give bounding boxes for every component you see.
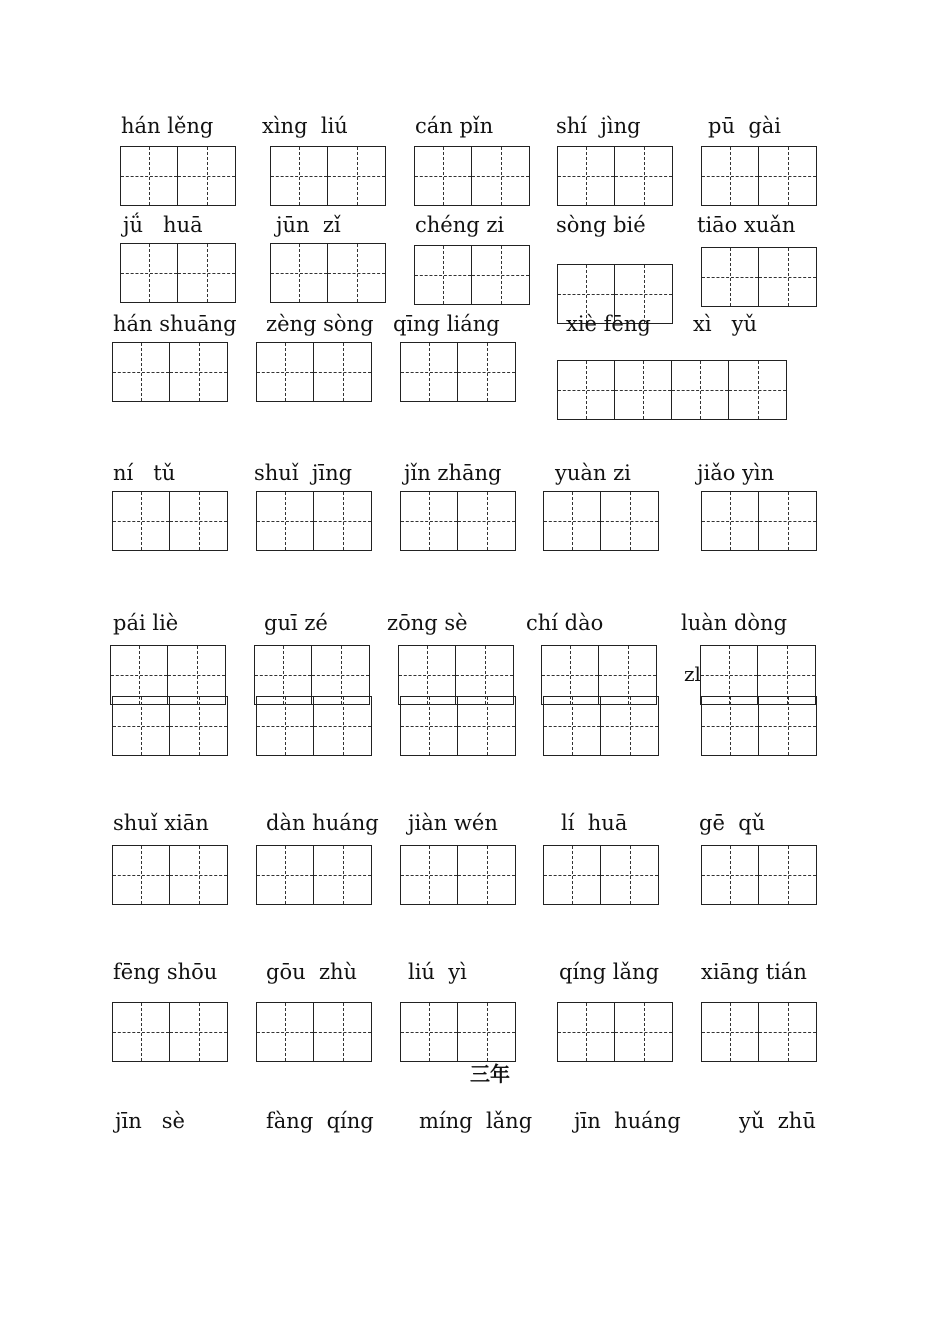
character-box [543,845,659,905]
pinyin-label: tiāo xuǎn [697,213,796,237]
pinyin-label: shuǐ jīng [254,461,353,485]
character-box [256,696,372,756]
pinyin-label: guī zé [264,611,328,635]
character-box [112,491,228,551]
pinyin-label: míng lǎng [419,1109,533,1133]
character-box [701,696,817,756]
character-box [701,1002,817,1062]
pinyin-label: xìng liú [262,114,348,138]
character-box [400,845,516,905]
pinyin-label: shí jìng [556,114,641,138]
pinyin-label: luàn dòng [681,611,788,635]
character-box [400,696,516,756]
pinyin-label: shuǐ xiān [113,811,209,835]
pinyin-label: sòng bié [556,213,646,237]
pinyin-label: pū gài [708,114,781,138]
obscured-pinyin-fragment: xiè fēng [566,312,651,336]
pinyin-label: zōng sè [387,611,468,635]
character-box [400,491,516,551]
pinyin-label: jīn sè [115,1109,185,1133]
pinyin-label: xiāng tián [701,960,807,984]
pinyin-label: gē qǔ [699,811,766,835]
pinyin-label: gōu zhù [266,960,358,984]
character-box [256,491,372,551]
character-box [120,146,236,206]
pinyin-label: yǔ zhū [739,1109,816,1133]
character-box [256,1002,372,1062]
character-box [112,342,228,402]
pinyin-label: jīn huáng [574,1109,681,1133]
pinyin-label: cán pǐn [415,114,494,138]
character-box [112,696,228,756]
pinyin-label: pái liè [113,611,179,635]
pinyin-label: fēng shōu [113,960,218,984]
pinyin-label: zèng sòng [266,312,374,336]
character-box [256,845,372,905]
pinyin-label: qīng liáng [393,312,500,336]
character-box [414,146,530,206]
pinyin-label: chí dào [526,611,604,635]
character-box [400,342,516,402]
pinyin-label: fàng qíng [266,1109,374,1133]
pinyin-label: dàn huáng [266,811,379,835]
character-box [557,146,673,206]
pinyin-label: chéng zi [415,213,505,237]
character-box [543,696,659,756]
character-box-four [557,360,787,420]
pinyin-label: jiàn wén [408,811,498,835]
pinyin-label: jǘ huā [123,213,203,237]
pinyin-label: jǐn zhāng [404,461,502,485]
pinyin-label: jūn zǐ [276,213,341,237]
character-box [543,491,659,551]
character-box [701,146,817,206]
pinyin-label: lí huā [561,811,628,835]
character-box [256,342,372,402]
pinyin-label: jiǎo yìn [697,461,775,485]
character-box [270,146,386,206]
pinyin-label: ní tǔ [113,461,176,485]
character-box [112,845,228,905]
character-box [400,1002,516,1062]
character-box [270,243,386,303]
stray-text-fragment: zl [684,662,701,686]
pinyin-label: xì yǔ [693,312,757,336]
pinyin-label: liú yì [408,960,467,984]
pinyin-label: hán lěng [121,114,214,138]
pinyin-label: yuàn zi [555,461,631,485]
pinyin-label: hán shuāng [113,312,237,336]
footer-chinese-mark: 三年 [470,1062,510,1086]
character-box [557,1002,673,1062]
character-box [120,243,236,303]
pinyin-label: qíng lǎng [559,960,660,984]
character-box [701,845,817,905]
character-box [414,245,530,305]
character-box [112,1002,228,1062]
character-box [701,247,817,307]
character-box [701,491,817,551]
